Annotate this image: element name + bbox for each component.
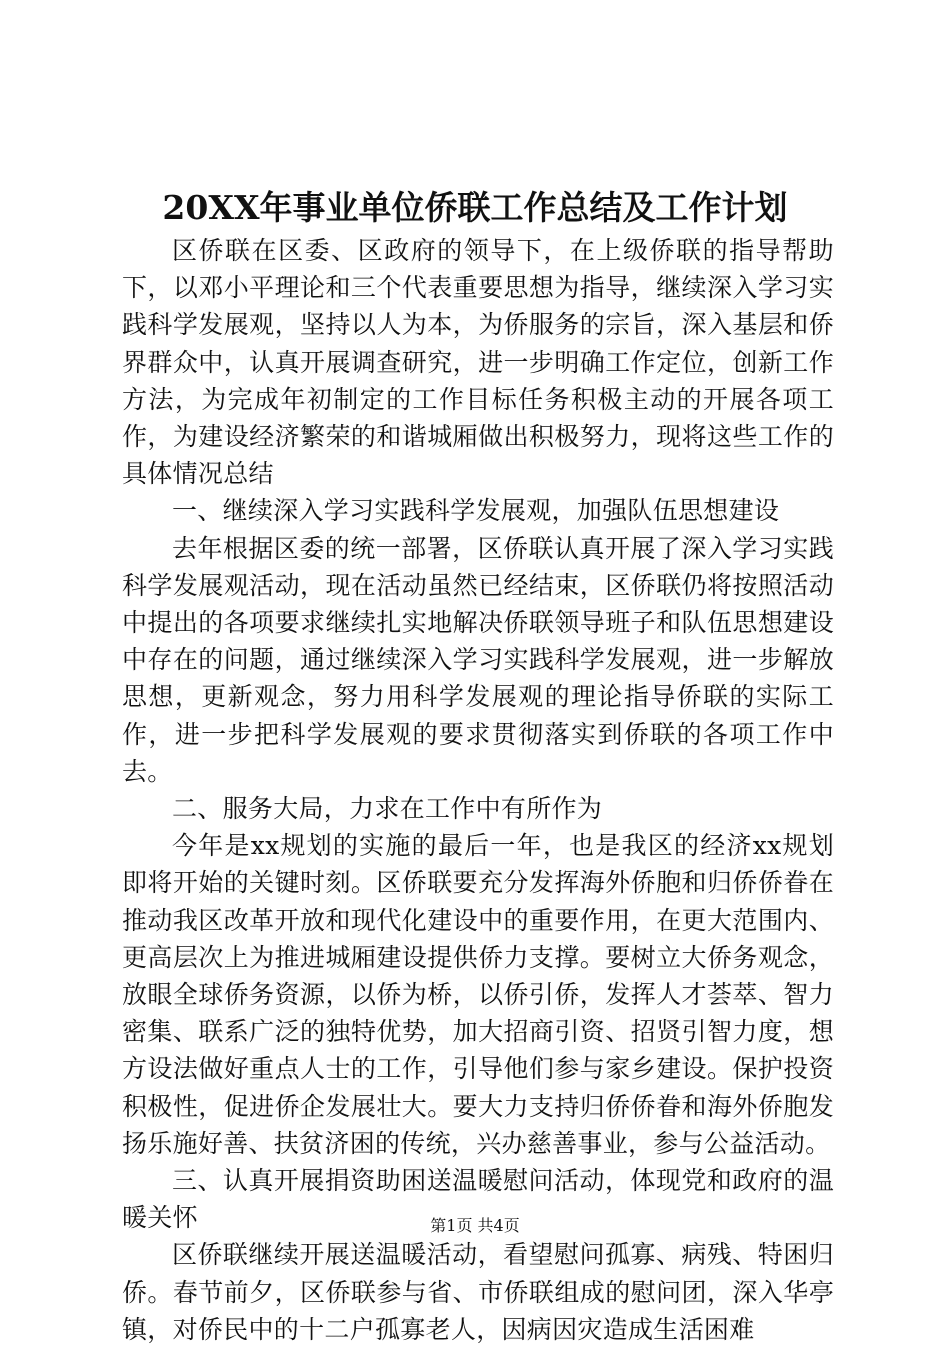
document-title: 20XX年事业单位侨联工作总结及工作计划 — [162, 188, 788, 227]
paragraph-section-1: 去年根据区委的统一部署，区侨联认真开展了深入学习实践科学发展观活动，现在活动虽然已经结束，区侨联仍将按照活动中提出的各项要求继续扎实地解决侨联领导班子和队伍思想建设中存在的问题，通过继续深入学习实践科学发展观，进一步解放思想，更新观念，努力用科学发展观的理论指导侨联的实际工作，进一步把科学发展观的要求贯彻落实到侨联的各项工作中去。 — [122, 533, 834, 786]
paragraph-section-2: 今年是xx规划的实施的最后一年，也是我区的经济xx规划即将开始的关键时刻。区侨联要充分发挥海外侨胞和归侨侨眷在推动我区改革开放和现代化建设中的重要作用，在更大范围内、更高层次上为推进城厢建设提供侨力支撑。要树立大侨务观念，放眼全球侨务资源，以侨为桥，以侨引侨，发挥人才荟萃、智力密集、联系广泛的独特优势，加大招商引资、招贤引智力度，想方设法做好重点人士的工作，引导他们参与家乡建设。保护投资积极性，促进侨企发展壮大。要大力支持归侨侨眷和海外侨胞发扬乐施好善、扶贫济困的传统，兴办慈善事业，参与公益活动。 — [122, 831, 834, 1158]
section-heading-2: 二、服务大局，力求在工作中有所作为 — [172, 794, 603, 824]
section-heading-1: 一、继续深入学习实践科学发展观，加强队伍思想建设 — [172, 496, 780, 526]
paragraph-section-3: 区侨联继续开展送温暖活动，看望慰问孤寡、病残、特困归侨。春节前夕，区侨联参与省、市侨联组成的慰问团，深入华亭镇，对侨民中的十二户孤寡老人，因病因灾造成生活困难 — [122, 1240, 834, 1344]
document-body — [122, 232, 834, 1348]
paragraph-intro: 区侨联在区委、区政府的领导下，在上级侨联的指导帮助下，以邓小平理论和三个代表重要思想为指导，继续深入学习实践科学发展观，坚持以人为本，为侨服务的宗旨，深入基层和侨界群众中，认真开展调查研究，进一步明确工作定位，创新工作方法，为完成年初制定的工作目标任务积极主动的开展各项工作，为建设经济繁荣的和谐城厢做出积极努力，现将这些工作的具体情况总结 — [122, 236, 834, 489]
section-heading-3: 三、认真开展捐资助困送温暖慰问活动，体现党和政府的温暖关怀 — [122, 1166, 834, 1233]
page-number-footer: 第1页 共4页 — [430, 1216, 520, 1235]
